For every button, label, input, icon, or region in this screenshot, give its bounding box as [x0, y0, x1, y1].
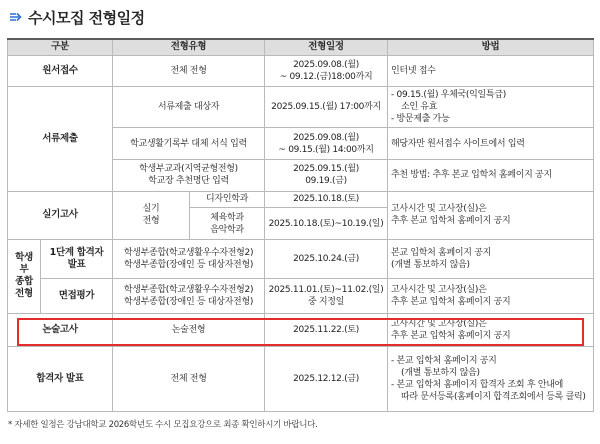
method-cell: 고사시간 및 고사장(실)은 추후 본교 입학처 홈페이지 공지	[388, 191, 594, 240]
header-type: 전형유형	[113, 39, 265, 55]
schedule-table	[7, 38, 594, 412]
table-row	[8, 87, 594, 128]
method-cell: - 본교 입학처 홈페이지 공지 (개별 통보하지 않음) - 본교 입학처 홈페이지 합격자 조회 후 안내에 따라 문서등록(홈페이지 합격조회에서 등록 클릭)	[388, 346, 594, 411]
section-title	[8, 6, 145, 28]
table-row	[8, 240, 594, 279]
type-cell: 전체 전형	[113, 346, 265, 411]
type-cell: 학생부교과(지역균형전형) 학교장 추천명단 입력	[113, 159, 265, 191]
schedule-cell: 2025.09.15.(월) 09.19.(금)	[265, 159, 388, 191]
schedule-cell: 2025.10.18.(토)	[265, 191, 388, 208]
header-schedule: 전형일정	[265, 39, 388, 55]
type-cell: 전체 전형	[113, 55, 265, 87]
method-cell: 추천 방법: 추후 본교 입학처 홈페이지 공지	[388, 159, 594, 191]
method-cell: 고사시간 및 고사장(실)은 추후 본교 입학처 홈페이지 공지	[388, 279, 594, 314]
arrow-right-icon	[8, 10, 22, 24]
table-row	[8, 313, 594, 346]
type-cell: 학교생활기록부 대체 서식 입력	[113, 128, 265, 160]
table-row	[8, 346, 594, 411]
schedule-cell: 2025.12.12.(금)	[265, 346, 388, 411]
header-method: 방법	[388, 39, 594, 55]
method-cell: - 09.15.(월) 우체국(익일특급) 소인 유효 - 방문제출 가능	[388, 87, 594, 128]
type-cell: 실기 전형	[113, 191, 190, 240]
method-cell: 본교 입학처 홈페이지 공지 (개별 통보하지 않음)	[388, 240, 594, 279]
schedule-cell: 2025.09.08.(월) ~ 09.15.(월) 14:00까지	[265, 128, 388, 160]
category-cell: 학생부 종합 전형	[8, 240, 41, 314]
category-cell: 실기고사	[8, 191, 113, 240]
table-row	[8, 279, 594, 314]
header-category: 구분	[8, 39, 113, 55]
category-cell: 합격자 발표	[8, 346, 113, 411]
method-cell: 해당자만 원서접수 사이트에서 입력	[388, 128, 594, 160]
dept-cell: 체육학과 음악학과	[190, 208, 265, 240]
page-title: 수시모집 전형일정	[28, 8, 145, 27]
stage-cell: 면접평가	[41, 279, 113, 314]
stage-cell: 1단계 합격자 발표	[41, 240, 113, 279]
method-cell: 인터넷 접수	[388, 55, 594, 87]
table-row	[8, 191, 594, 208]
method-cell: 고사시간 및 고사장(실)은 추후 본교 입학처 홈페이지 공지	[388, 313, 594, 346]
type-cell: 학생부종합(학교생활우수자전형2) 학생부종합(장애인 등 대상자전형)	[113, 240, 265, 279]
type-cell: 서류제출 대상자	[113, 87, 265, 128]
type-cell: 논술전형	[113, 313, 265, 346]
table-row	[8, 55, 594, 87]
category-cell: 논술고사	[8, 313, 113, 346]
dept-cell: 디자인학과	[190, 191, 265, 208]
schedule-cell: 2025.10.18.(토)~10.19.(일)	[265, 208, 388, 240]
schedule-cell: 2025.09.15.(월) 17:00까지	[265, 87, 388, 128]
table-header-row	[8, 39, 594, 55]
schedule-cell: 2025.11.01.(토)~11.02.(일) 중 지정일	[265, 279, 388, 314]
footnote: * 자세한 일정은 강남대학교 2026학년도 수시 모집요강으로 최종 확인하시기 바랍니다.	[8, 420, 318, 430]
schedule-cell: 2025.09.08.(월) ~ 09.12.(금)18:00까지	[265, 55, 388, 87]
schedule-cell: 2025.10.24.(금)	[265, 240, 388, 279]
type-cell: 학생부종합(학교생활우수자전형2) 학생부종합(장애인 등 대상자전형)	[113, 279, 265, 314]
category-cell: 서류제출	[8, 87, 113, 191]
schedule-cell: 2025.11.22.(토)	[265, 313, 388, 346]
category-cell: 원서접수	[8, 55, 113, 87]
